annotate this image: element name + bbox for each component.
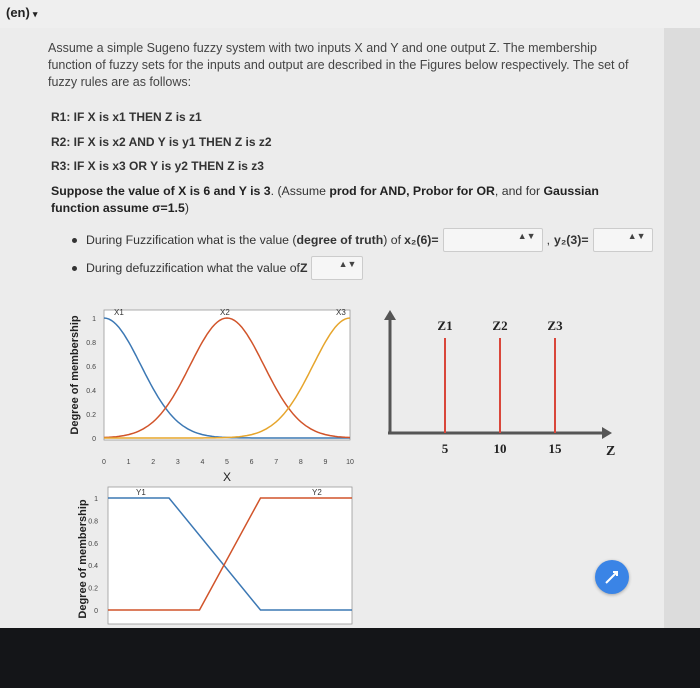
z-xtick-label: 5 [441,441,449,456]
x-chart-xlabel: X [222,470,232,484]
bullet1-bold: degree of truth [296,233,384,247]
x-xtick-label: 7 [274,459,279,466]
select-arrows-icon: ▲▼ [517,231,536,241]
language-selector[interactable] [6,5,37,20]
x-xtick-label: 6 [249,459,254,466]
x-ytick-label: 1 [92,316,96,323]
x-ytick-label: 0.8 [86,340,96,347]
sigma-text: Gaussian function assume σ=1.5 [51,184,599,215]
bullet-dot [72,238,77,243]
y-chart-yticks [88,496,98,615]
z-x-arrow [602,427,612,439]
right-scroll-area[interactable] [664,28,700,628]
assumption-text [51,183,631,217]
connector-text: , and for [494,184,544,198]
z-axis-label: Z [606,444,616,459]
given-values: Suppose the value of X is 6 and Y is 3 [51,184,271,198]
x-xtick-label: 1 [126,459,131,466]
x-xtick-label: 5 [225,459,229,466]
select-arrows-icon: ▲▼ [338,259,357,269]
edit-button[interactable] [595,560,629,594]
y-chart-ylabel: Degree of membership [77,499,89,619]
rule-2: R2: IF X is x2 AND Y is y1 THEN Z is z2 [51,135,272,149]
rule-1: R1: IF X is x1 THEN Z is z1 [51,110,202,124]
bullet2-text: During defuzzification what the value of [86,261,300,275]
x-xtick-label: 3 [175,459,180,466]
x-chart-ylabel: Degree of membership [69,315,81,435]
label-y2: Y2 [312,488,322,497]
language-label: (en) [6,5,30,20]
z-singleton-label: Z1 [437,318,453,333]
y2-answer-select[interactable] [593,228,653,252]
x-xtick-label: 10 [346,459,354,466]
bullet2-bold: Z [299,261,308,275]
y-ytick-label: 0.4 [88,563,98,571]
close-paren: ) [184,201,189,215]
bullet-dot [72,266,77,271]
x-ytick-label: 0.6 [86,364,96,371]
pencil-icon [595,560,629,594]
bullet1-text: During Fuzzification what is the value ( [86,233,297,247]
x-ytick-label: 0.4 [86,388,96,395]
label-x3: X3 [336,308,346,317]
y-ytick-label: 0.8 [88,518,98,526]
y-ytick-label: 1 [94,496,98,503]
chevron-down-icon: ▾ [32,9,38,19]
bottom-bar [0,628,700,688]
bullet1-after: ) of [383,233,402,247]
z-xtick-label: 15 [548,441,562,456]
comma: , [546,233,550,247]
z-answer-select[interactable] [311,256,363,280]
z-singleton-marks [437,318,563,456]
y2-label: y₂(3)= [554,233,589,247]
label-x2: X2 [220,308,230,317]
z-singleton-label: Z2 [492,318,508,333]
assume-text: . (Assume [270,184,330,198]
x-xtick-label: 0 [102,459,106,466]
operators-text: prod for AND, Probor for OR [329,184,495,198]
y-ytick-label: 0.2 [88,585,98,593]
x-membership-chart [60,300,360,490]
x-chart-yticks [86,316,96,443]
top-bar [0,0,700,28]
y-ytick-label: 0.6 [88,540,98,548]
x-ytick-label: 0 [92,436,96,443]
y-membership-chart [72,484,362,628]
x-xtick-label: 2 [151,459,156,466]
bullet-defuzzification [72,256,367,280]
x-xtick-label: 8 [298,459,303,466]
x-xtick-label: 9 [323,459,328,466]
rule-3: R3: IF X is x3 OR Y is y2 THEN Z is z3 [51,159,264,173]
z-y-arrow [384,310,396,320]
label-y1: Y1 [136,488,146,497]
x-plot-area [104,310,350,440]
label-x1: X1 [114,308,124,317]
x2-label: x₂(6)= [404,233,439,247]
z-output-chart [380,300,620,470]
x-xtick-label: 4 [200,459,205,466]
z-xtick-label: 10 [493,441,507,456]
x-chart-xticks [102,459,354,466]
x-ytick-label: 0.2 [86,412,96,419]
z-singleton-label: Z3 [547,318,563,333]
select-arrows-icon: ▲▼ [627,231,646,241]
question-intro: Assume a simple Sugeno fuzzy system with two inputs X and Y and one output Z. The membership function of fuzzy sets for the inputs and output are described in the Figures below respectively. The set of fuzzy rules are as follows: [48,41,629,89]
x2-answer-select[interactable] [443,228,543,252]
y-ytick-label: 0 [94,608,98,615]
bullet-fuzzification [72,228,657,252]
